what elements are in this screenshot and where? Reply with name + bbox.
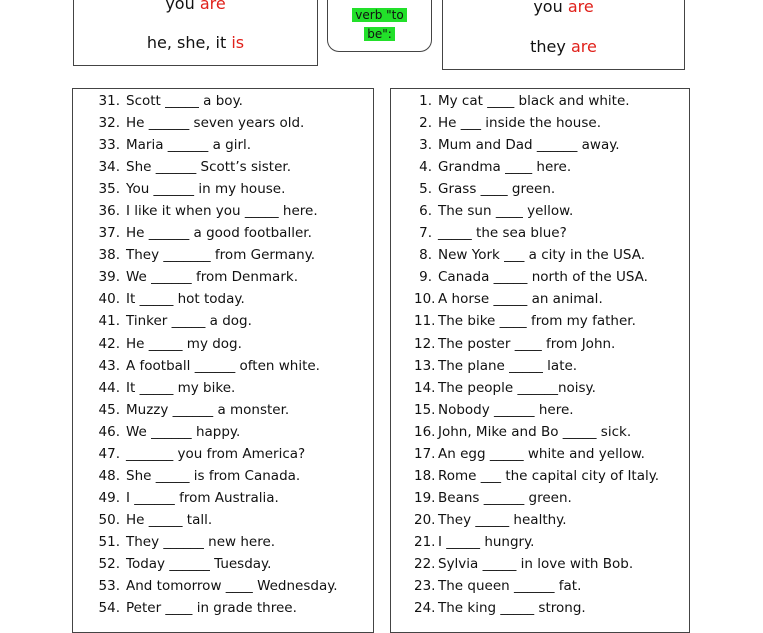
exercise-item xyxy=(98,134,338,156)
exercise-number: 52. xyxy=(98,555,120,572)
exercise-sentence: New York ___ a city in the USA. xyxy=(438,247,645,264)
exercise-item xyxy=(98,90,338,112)
exercise-number: 17. xyxy=(414,445,436,462)
exercise-number: 33. xyxy=(98,137,120,154)
exercise-number: 45. xyxy=(98,401,120,418)
exercise-item xyxy=(98,288,338,310)
exercise-item xyxy=(98,200,338,222)
exercise-number: 1. xyxy=(419,93,432,109)
exercise-item xyxy=(414,200,659,222)
exercise-number: 24. xyxy=(414,600,436,617)
exercise-item xyxy=(414,266,659,288)
exercise-sentence: John, Mike and Bo _____ sick. xyxy=(438,423,632,440)
exercise-item xyxy=(414,112,659,134)
exercise-item xyxy=(414,443,659,465)
exercise-sentence: Today ______ Tuesday. xyxy=(126,555,272,572)
exercise-sentence: The sun ____ yellow. xyxy=(438,203,574,220)
exercise-sentence: We ______ happy. xyxy=(126,423,241,440)
exercise-item xyxy=(414,421,659,443)
exercise-number: 2. xyxy=(419,115,432,132)
exercise-list-right xyxy=(414,90,659,619)
pronoun-box-right xyxy=(442,0,685,70)
exercise-number: 4. xyxy=(419,159,432,176)
exercise-sentence: They _______ from Germany. xyxy=(126,247,316,264)
exercise-item xyxy=(98,421,338,443)
exercise-sentence: Sylvia _____ in love with Bob. xyxy=(438,555,634,572)
exercise-item xyxy=(414,487,659,509)
exercise-number: 7. xyxy=(419,225,432,242)
exercise-item xyxy=(98,112,338,134)
exercise-number: 15. xyxy=(414,401,436,418)
exercise-number: 13. xyxy=(414,357,436,374)
exercise-sentence: Grass ____ green. xyxy=(438,181,556,198)
exercise-sentence: We ______ from Denmark. xyxy=(126,269,298,286)
exercise-sentence: They _____ healthy. xyxy=(438,511,567,528)
pronoun-line xyxy=(74,33,317,52)
exercise-item xyxy=(98,553,338,575)
exercise-sentence: Grandma ____ here. xyxy=(438,159,572,176)
exercise-number: 46. xyxy=(98,423,120,440)
exercise-sentence: Rome ___ the capital city of Italy. xyxy=(438,467,660,484)
exercise-list-left xyxy=(98,90,338,619)
exercise-item xyxy=(414,134,659,156)
exercise-sentence: I _____ hungry. xyxy=(438,533,535,550)
exercise-number: 21. xyxy=(414,533,436,550)
exercise-item xyxy=(414,178,659,200)
exercise-sentence: You ______ in my house. xyxy=(126,181,286,198)
exercise-item xyxy=(98,399,338,421)
exercise-number: 47. xyxy=(98,445,120,462)
exercise-number: 54. xyxy=(98,600,120,617)
verb-form: is xyxy=(231,33,245,52)
exercise-sentence: Muzzy ______ a monster. xyxy=(126,401,290,418)
exercise-item xyxy=(98,355,338,377)
exercise-item xyxy=(414,575,659,597)
pronoun-line xyxy=(443,37,684,56)
exercise-number: 18. xyxy=(414,467,436,484)
exercise-item xyxy=(98,333,338,355)
exercise-number: 48. xyxy=(98,467,120,484)
exercise-number: 35. xyxy=(98,181,120,198)
exercise-sentence: The plane _____ late. xyxy=(438,357,578,374)
exercise-number: 14. xyxy=(414,379,436,396)
pronoun: they xyxy=(530,37,566,56)
exercise-number: 34. xyxy=(98,159,120,176)
exercise-number: 53. xyxy=(98,578,120,595)
exercise-item xyxy=(98,487,338,509)
exercise-sentence: I like it when you _____ here. xyxy=(126,203,318,220)
exercise-number: 38. xyxy=(98,247,120,264)
exercise-number: 32. xyxy=(98,115,120,132)
exercise-sentence: Scott _____ a boy. xyxy=(126,93,243,109)
exercise-number: 42. xyxy=(98,335,120,352)
pronoun: he, she, it xyxy=(146,33,227,52)
exercise-number: 31. xyxy=(98,93,120,109)
verb-title-line: verb "to xyxy=(352,8,406,22)
exercise-number: 19. xyxy=(414,489,436,506)
exercise-sentence: They ______ new here. xyxy=(126,533,276,550)
exercise-number: 37. xyxy=(98,225,120,242)
exercise-item xyxy=(98,178,338,200)
exercise-sentence: _____ the sea blue? xyxy=(438,225,567,242)
exercise-item xyxy=(414,597,659,619)
exercise-item xyxy=(414,355,659,377)
exercise-item xyxy=(414,553,659,575)
exercise-number: 41. xyxy=(98,313,120,330)
exercise-number: 22. xyxy=(414,555,436,572)
exercise-number: 6. xyxy=(419,203,432,220)
verb-form: are xyxy=(567,0,594,16)
exercise-number: 10. xyxy=(414,291,436,308)
exercise-sentence: The king _____ strong. xyxy=(438,600,586,617)
exercise-number: 23. xyxy=(414,578,436,595)
exercise-item xyxy=(98,377,338,399)
exercise-item xyxy=(414,377,659,399)
exercise-item xyxy=(98,509,338,531)
exercise-number: 16. xyxy=(414,423,436,440)
exercise-sentence: The queen ______ fat. xyxy=(438,578,582,595)
exercise-item xyxy=(414,288,659,310)
exercise-item xyxy=(98,531,338,553)
exercise-item xyxy=(98,156,338,178)
exercise-sentence: I ______ from Australia. xyxy=(126,489,279,506)
exercise-sentence: My cat ____ black and white. xyxy=(438,93,630,109)
exercise-sentence: An egg _____ white and yellow. xyxy=(438,445,645,462)
exercise-sentence: _______ you from America? xyxy=(126,445,306,462)
exercise-item xyxy=(98,597,338,619)
exercise-sentence: Nobody ______ here. xyxy=(438,401,574,418)
verb-title-box xyxy=(327,0,432,52)
exercise-number: 50. xyxy=(98,511,120,528)
exercise-item xyxy=(98,244,338,266)
exercise-number: 51. xyxy=(98,533,120,550)
exercise-item xyxy=(98,222,338,244)
exercise-item xyxy=(414,222,659,244)
exercise-item xyxy=(414,90,659,112)
exercise-sentence: The bike ____ from my father. xyxy=(438,313,636,330)
pronoun: you xyxy=(165,0,195,13)
exercise-sentence: He ______ seven years old. xyxy=(126,115,305,132)
exercise-item xyxy=(98,465,338,487)
exercise-sentence: She _____ is from Canada. xyxy=(126,467,301,484)
verb-form: are xyxy=(199,0,226,13)
verb-title-line: be": xyxy=(364,27,395,41)
exercise-sentence: Beans ______ green. xyxy=(438,489,572,506)
exercise-number: 44. xyxy=(98,379,120,396)
exercise-number: 49. xyxy=(98,489,120,506)
exercise-item xyxy=(98,266,338,288)
exercise-sentence: It _____ my bike. xyxy=(126,379,236,396)
exercise-sentence: A horse _____ an animal. xyxy=(438,291,603,308)
exercise-sentence: Tinker _____ a dog. xyxy=(126,313,252,330)
exercise-sentence: He _____ my dog. xyxy=(126,335,242,352)
exercise-sentence: He ___ inside the house. xyxy=(438,115,601,132)
exercise-item xyxy=(98,310,338,332)
exercise-sentence: It _____ hot today. xyxy=(126,291,245,308)
exercise-item xyxy=(414,465,659,487)
exercise-sentence: Peter ____ in grade three. xyxy=(126,600,297,617)
exercise-number: 20. xyxy=(414,511,436,528)
exercise-sentence: And tomorrow ____ Wednesday. xyxy=(126,578,338,595)
exercise-sentence: He ______ a good footballer. xyxy=(126,225,312,242)
pronoun-line xyxy=(443,0,684,16)
exercise-item xyxy=(98,575,338,597)
exercise-item xyxy=(414,244,659,266)
exercise-item xyxy=(414,310,659,332)
exercise-item xyxy=(98,443,338,465)
exercise-number: 5. xyxy=(419,181,432,198)
exercise-item xyxy=(414,156,659,178)
exercise-item xyxy=(414,333,659,355)
exercise-number: 36. xyxy=(98,203,120,220)
exercise-sentence: Maria ______ a girl. xyxy=(126,137,252,154)
exercise-number: 43. xyxy=(98,357,120,374)
verb-form: are xyxy=(570,37,597,56)
exercise-sentence: He _____ tall. xyxy=(126,511,213,528)
pronoun: you xyxy=(533,0,563,16)
exercise-sentence: Mum and Dad ______ away. xyxy=(438,137,620,154)
exercise-number: 8. xyxy=(419,247,432,264)
exercise-number: 3. xyxy=(419,137,432,154)
exercise-item xyxy=(414,509,659,531)
exercise-item xyxy=(414,531,659,553)
exercise-sentence: She ______ Scott’s sister. xyxy=(126,159,291,176)
pronoun-box-left xyxy=(73,0,318,66)
exercise-sentence: A football ______ often white. xyxy=(126,357,320,374)
exercise-sentence: The people ______noisy. xyxy=(438,379,596,396)
exercise-number: 40. xyxy=(98,291,120,308)
exercise-number: 9. xyxy=(419,269,432,286)
exercise-item xyxy=(414,399,659,421)
exercise-number: 39. xyxy=(98,269,120,286)
exercise-number: 11. xyxy=(414,313,436,330)
exercise-number: 12. xyxy=(414,335,436,352)
exercise-sentence: The poster ____ from John. xyxy=(438,335,616,352)
pronoun-line xyxy=(74,0,317,13)
exercise-sentence: Canada _____ north of the USA. xyxy=(438,269,648,286)
verb-title xyxy=(328,4,431,42)
